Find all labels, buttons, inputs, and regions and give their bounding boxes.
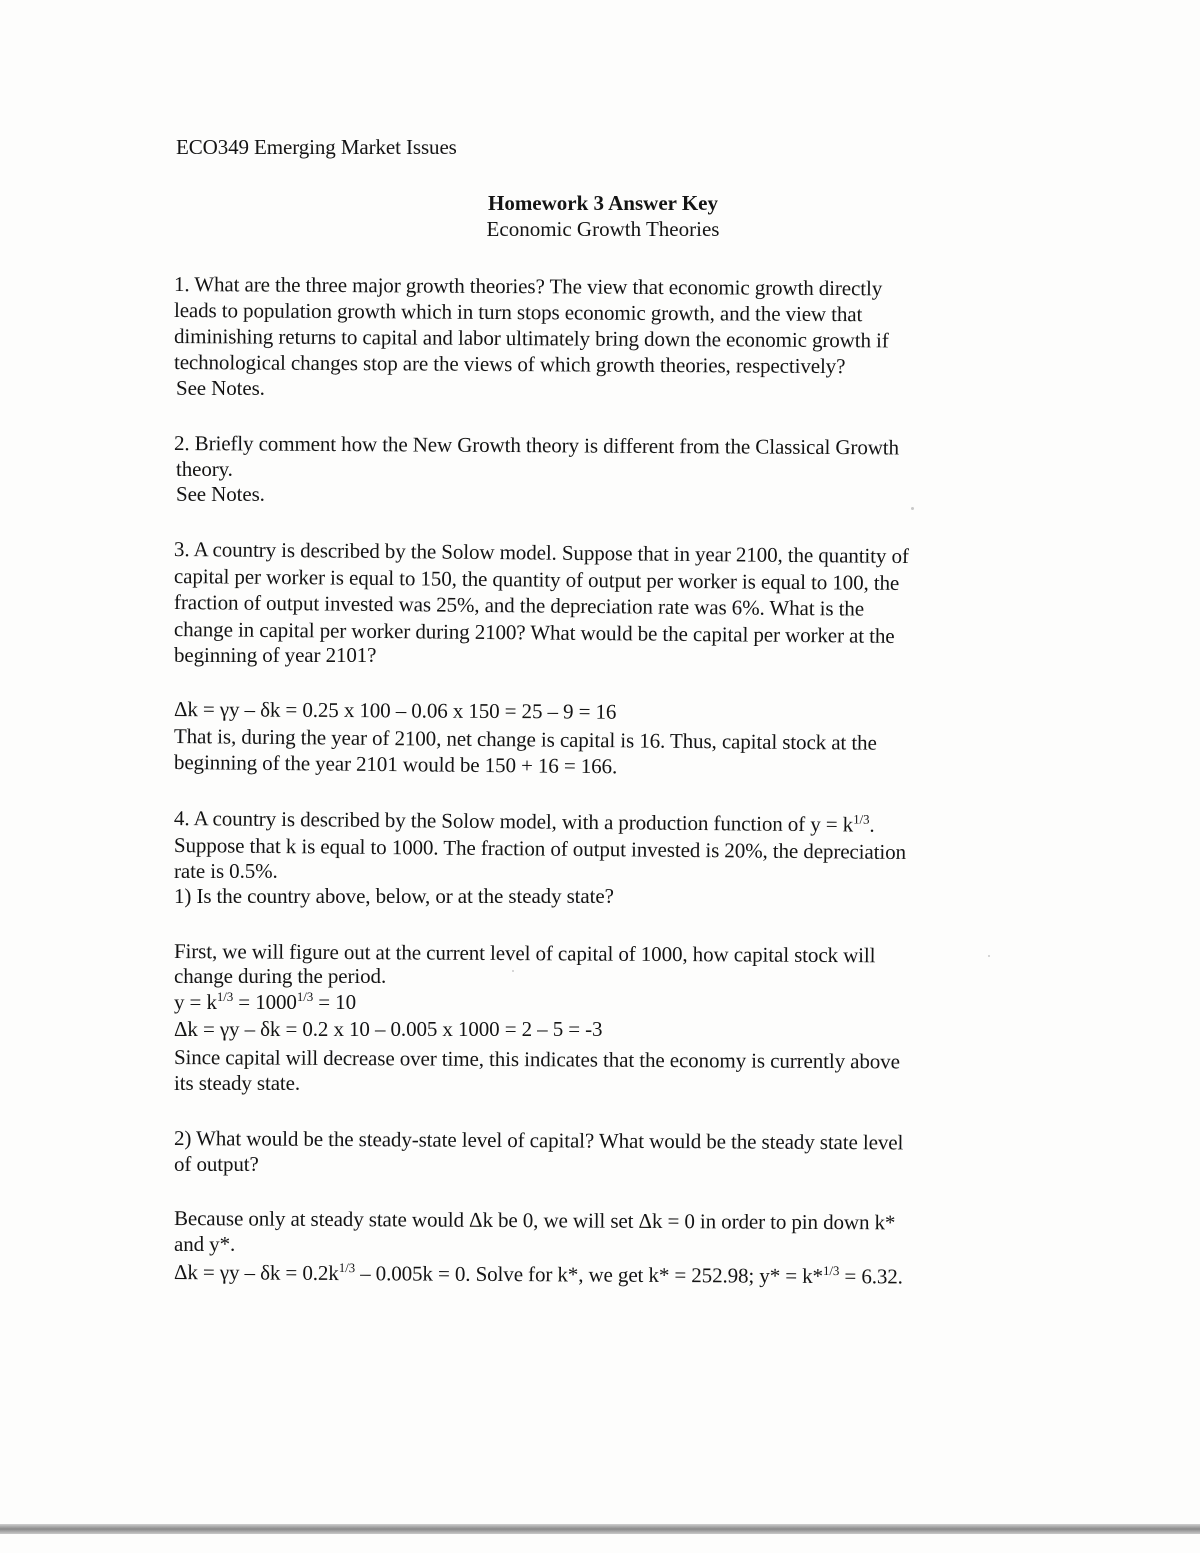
scan-edge-bar	[0, 1524, 1200, 1534]
q4-line: Suppose that k is equal to 1000. The fraction of output invested is 20%, the depreciation	[173, 833, 907, 865]
q2-line: theory.	[176, 457, 233, 481]
q4-capital-change-equation: Δk = γy – δk = 0.2 x 10 – 0.005 x 1000 = 2 – 5 = -3	[174, 1017, 603, 1041]
q4-part1-question: 1) Is the country above, below, or at the steady state?	[174, 884, 614, 908]
q4-output-equation: $y = k^{1/3} = 1000^{1/3} = 10$	[174, 989, 356, 1014]
q4-part2-answer: Because only at steady state would Δk be 0, we will set Δk = 0 in order to pin down k*	[173, 1206, 896, 1235]
scan-speck	[988, 955, 990, 957]
q4-part2-question: 2) What would be the steady-state level of capital? What would be the steady state level	[173, 1126, 904, 1155]
q1-line: leads to population growth which in turn stops economic growth, and the view that	[173, 298, 863, 327]
q3-answer: That is, during the year of 2100, net change is capital is 16. Thus, capital stock at the	[173, 724, 877, 755]
page-title: Homework 3 Answer Key	[487, 191, 718, 215]
q4-part2-question: of output?	[174, 1152, 259, 1176]
q1-line: diminishing returns to capital and labor ultimately bring down the economic growth if	[173, 324, 889, 353]
q1-line: technological changes stop are the views of which growth theories, respectively?	[173, 350, 846, 379]
q1-answer: See Notes.	[176, 376, 265, 400]
q3-answer: beginning of the year 2101 would be 150 + 16 = 166.	[173, 750, 618, 779]
scan-speck	[512, 970, 514, 972]
q4-part1-answer: First, we will figure out at the current level of capital of 1000, how capital stock will	[173, 939, 876, 968]
q3-line: 3. A country is described by the Solow model. Suppose that in year 2100, the quantity of	[173, 537, 909, 569]
q4-steady-state-equation: $\Delta k = \gamma y - \delta k = 0.2k^{1/3} - 0.005k = 0$. Solve for k*, we get k* = 252.98; y* = k*$^{1/3}$ = 6.32.	[173, 1260, 903, 1289]
scan-speck	[911, 507, 914, 510]
q1-line: 1. What are the three major growth theories? The view that economic growth directly	[173, 272, 883, 301]
q4-part1-answer: change during the period.	[174, 964, 387, 988]
q4-conclusion: Since capital will decrease over time, this indicates that the economy is currently above	[173, 1045, 900, 1074]
q3-line: change in capital per worker during 2100? What would be the capital per worker at the	[173, 617, 895, 648]
q3-equation: Δk = γy – δk = 0.25 x 100 – 0.06 x 150 = 25 – 9 = 16	[173, 697, 617, 724]
q4-conclusion: its steady state.	[174, 1071, 301, 1095]
q4-line: rate is 0.5%.	[174, 859, 278, 883]
q4-part2-answer: and y*.	[174, 1232, 236, 1256]
q2-line: 2. Briefly comment how the New Growth theory is different from the Classical Growth	[173, 431, 900, 460]
course-header: ECO349 Emerging Market Issues	[176, 135, 457, 159]
q3-line: fraction of output invested was 25%, and the depreciation rate was 6%. What is the	[173, 590, 865, 621]
q2-answer: See Notes.	[176, 482, 265, 506]
q4-intro: 4. A country is described by the Solow model, with a production function of $y = k^{1/3}$.	[173, 806, 875, 837]
q3-line: capital per worker is equal to 150, the quantity of output per worker is equal to 100, the	[173, 564, 900, 595]
page-subtitle: Economic Growth Theories	[486, 217, 720, 241]
q3-line: beginning of year 2101?	[174, 643, 377, 667]
